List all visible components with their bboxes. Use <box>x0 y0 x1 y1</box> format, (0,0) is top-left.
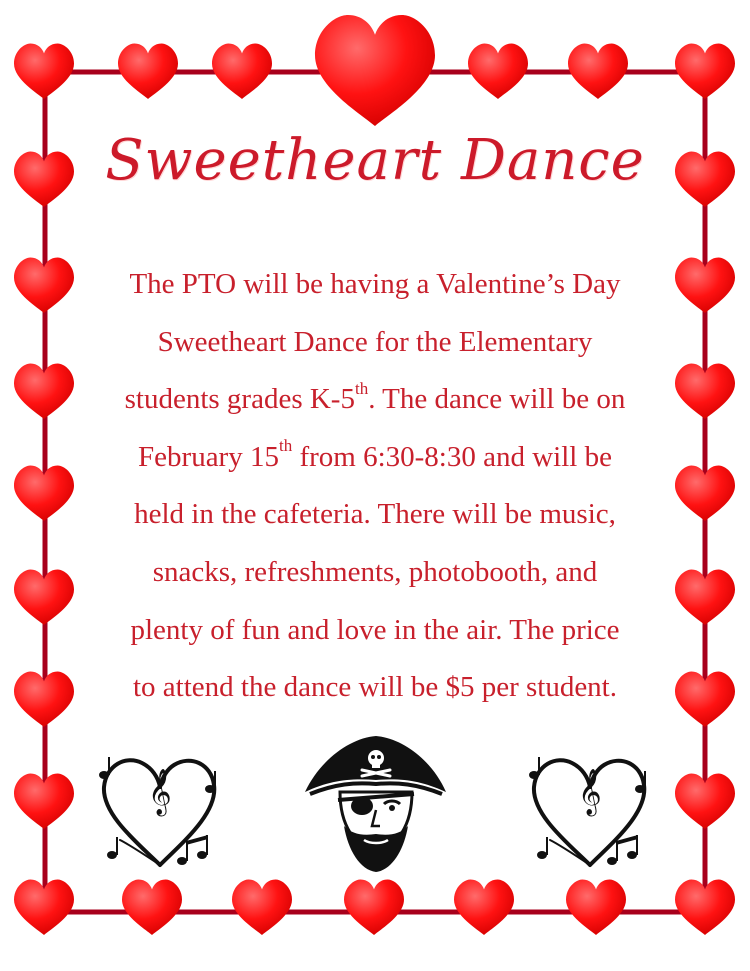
svg-text:𝄞: 𝄞 <box>148 769 172 815</box>
text-line <box>80 429 670 487</box>
svg-text:𝄞: 𝄞 <box>578 769 602 815</box>
heart-icon <box>344 880 404 936</box>
heart-icon <box>118 44 178 100</box>
heart-icon <box>468 44 528 100</box>
heart-icon <box>122 880 182 936</box>
text-segment: February 15 <box>138 440 279 473</box>
text-line: The PTO will be having a Valentine’s Day <box>129 268 621 300</box>
superscript: th <box>278 436 293 456</box>
text-segment: students grades K-5 <box>124 383 355 416</box>
superscript: th <box>354 378 369 398</box>
heart-icon <box>675 44 735 100</box>
text-line: snacks, refreshments, photobooth, and <box>152 555 598 588</box>
heart-icon <box>454 880 514 936</box>
heart-icon <box>566 880 626 936</box>
page-title: Sweetheart Dance <box>105 128 645 193</box>
music-heart-icon <box>90 745 230 875</box>
announcement-text <box>80 256 670 717</box>
heart-icon <box>315 15 435 126</box>
heart-icon <box>212 44 272 100</box>
text-line: to attend the dance will be $5 per student. <box>133 671 617 704</box>
text-line: held in the cafeteria. There will be music, <box>134 498 616 531</box>
pirate-mascot-icon <box>300 730 450 875</box>
text-segment: from 6:30-8:30 and will be <box>292 440 612 473</box>
text-line <box>80 371 670 429</box>
music-heart-icon <box>520 745 660 875</box>
heart-icon <box>14 44 74 100</box>
heart-icon <box>232 880 292 936</box>
text-line: Sweetheart Dance for the Elementary <box>157 325 593 358</box>
text-segment: . The dance will be on <box>368 383 626 416</box>
text-line: plenty of fun and love in the air. The price <box>130 613 620 646</box>
heart-icon <box>568 44 628 100</box>
